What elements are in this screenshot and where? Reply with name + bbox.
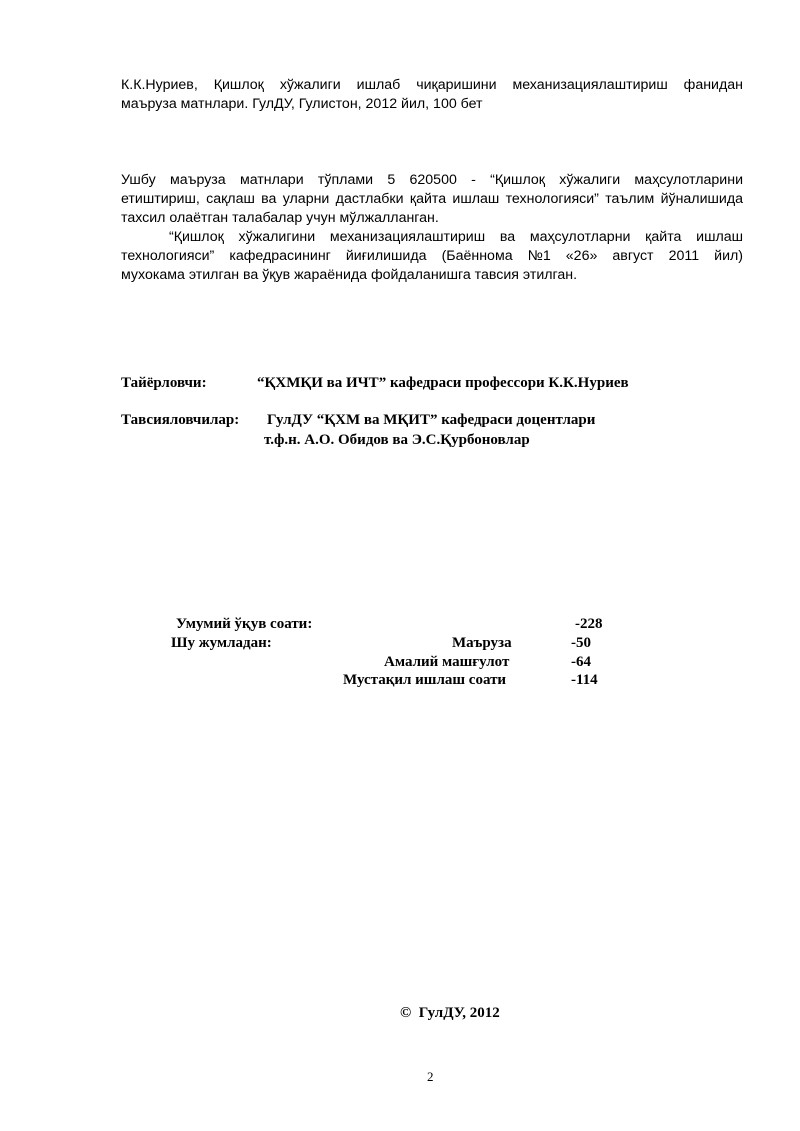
total-hours-label: Умумий ўқув соати: — [176, 616, 313, 632]
copyright: © ГулДУ, 2012 — [400, 1005, 500, 1021]
lecture-value: -50 — [571, 635, 591, 651]
reviewers-line-1: ГулДУ “ҚХМ ва МҚИТ” кафедраси доцентлари — [267, 412, 596, 428]
description-p2-line-1: “Қишлоқ хўжалигини механизациялаштириш ва маҳсулотларни қайта ишлаш — [169, 229, 743, 245]
description-p1-line-1: Ушбу маъруза матнлари тўплами 5 620500 - “Қишлоқ хўжалиги маҳсулотларини — [121, 172, 743, 188]
citation-line-2: маъруза матнлари. ГулДУ, Гулистон, 2012 йил, 100 бет — [121, 96, 483, 112]
including-label: Шу жумладан: — [171, 635, 272, 651]
description-p2-line-2: технологияси” кафедрасининг йиғилишида (Баённома №1 «26» август 2011 йил) — [121, 248, 743, 264]
independent-label: Мустақил ишлаш соати — [343, 672, 507, 688]
lecture-label: Маъруза — [452, 635, 512, 651]
practical-value: -64 — [571, 654, 591, 670]
page-number: 2 — [427, 1069, 434, 1084]
total-hours-value: -228 — [575, 616, 603, 632]
reviewers-line-2: т.ф.н. А.О. Обидов ва Э.С.Қурбоновлар — [264, 432, 530, 448]
practical-label: Амалий машғулот — [384, 654, 510, 670]
description-p1-line-3: тахсил олаётган талабалар учун мўлжалланган. — [121, 210, 439, 226]
description — [121, 171, 743, 285]
citation — [121, 76, 743, 114]
description-p2-line-3: мухокама этилган ва ўқув жараёнида фойдаланишга тавсия этилган. — [121, 267, 578, 283]
reviewers-label: Тавсияловчилар: — [121, 412, 240, 428]
citation-line-1: К.К.Нуриев, Қишлоқ хўжалиги ишлаб чиқаришини механизациялаштириш фанидан — [121, 77, 743, 93]
independent-value: -114 — [571, 672, 598, 688]
preparer-label: Тайёрловчи: — [121, 375, 207, 391]
preparer-value: “ҚХМҚИ ва ИЧТ” кафедраси профессори К.К.Нуриев — [257, 375, 629, 391]
description-p1-line-2: етиштириш, сақлаш ва уларни дастлабки қайта ишлаш технологияси” таълим йўналишида — [121, 191, 743, 207]
